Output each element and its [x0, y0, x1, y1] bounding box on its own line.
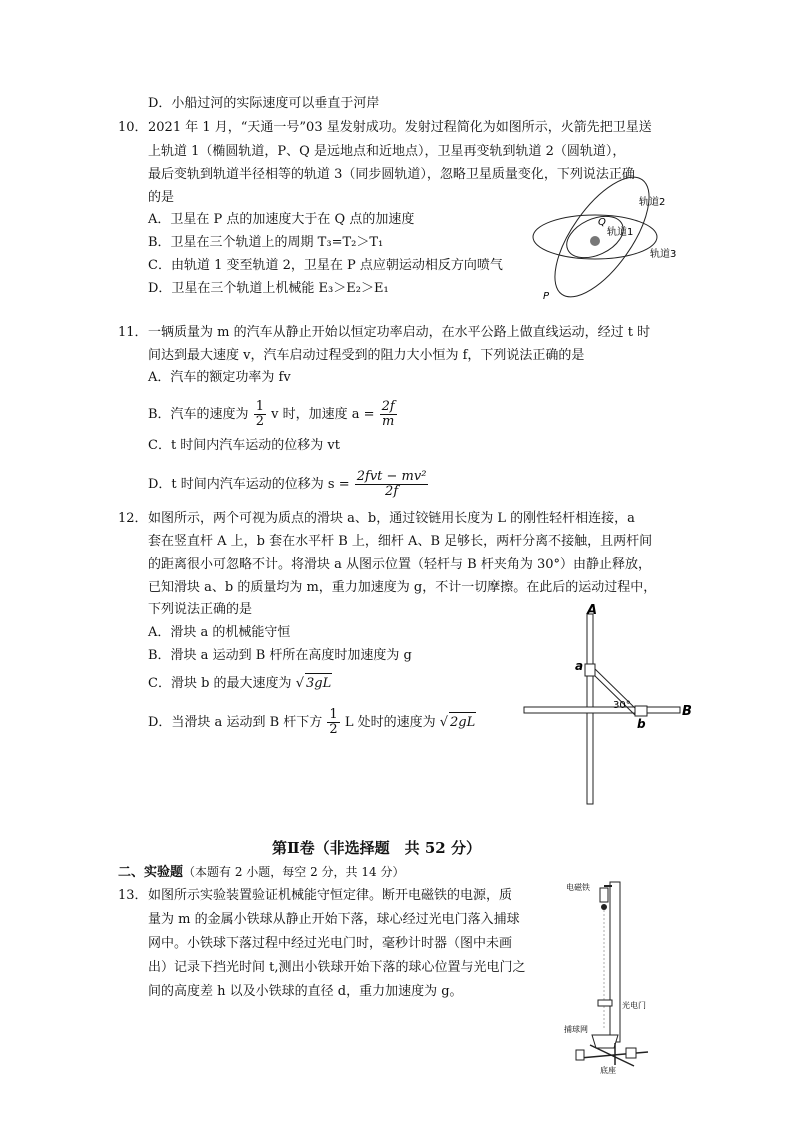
point-p-label: P: [543, 291, 550, 302]
q10-option-b: B．卫星在三个轨道上的周期 T₃=T₂＞T₁: [148, 235, 384, 250]
q10-option-a: A．卫星在 P 点的加速度大于在 Q 点的加速度: [148, 212, 415, 227]
fraction-2f-over-m: [380, 400, 397, 429]
rod-diagram: [520, 600, 700, 810]
apparatus-diagram: [560, 880, 670, 1075]
q13-line3: 网中。小铁球下落过程中经过光电门时，毫秒计时器（图中未画: [148, 936, 513, 951]
q11-stem-line2: 间达到最大速度 v，汽车启动过程受到的阻力大小恒为 f，下列说法正确的是: [148, 348, 585, 363]
part2-title: 二、实验题: [118, 865, 184, 880]
q11-option-b: [148, 400, 398, 429]
gate-label: 光电门: [622, 1001, 646, 1010]
fraction-denominator: 2f: [385, 484, 399, 499]
iron-ball-icon: [601, 904, 607, 910]
base-foot: [576, 1050, 584, 1060]
q12-d-prefix: D．当滑块 a 运动到 B 杆下方: [148, 715, 323, 730]
q12-d-middle: L 处时的速度为: [344, 715, 436, 730]
magnet-label: 电磁铁: [566, 883, 590, 892]
fraction-half: [254, 400, 266, 429]
q9-option-d: D．小船过河的实际速度可以垂直于河岸: [148, 96, 380, 111]
q10-number: 10．: [118, 120, 148, 135]
electromagnet-icon: [600, 888, 608, 902]
part2-info: （本题有 2 小题，每空 2 分，共 14 分）: [183, 865, 405, 879]
sqrt-radicand: 2gL: [449, 712, 476, 733]
q13-line4: 出）记录下挡光时间 t,测出小铁球开始下落的球心位置与光电门之: [148, 960, 526, 975]
q13-line1: 如图所示实验装置验证机械能守恒定律。断开电磁铁的电源，质: [148, 888, 513, 903]
rod-a-label: A: [587, 603, 598, 618]
q11-option-d: [148, 470, 429, 499]
base-label: 底座: [600, 1066, 616, 1075]
q12-option-d: D．当滑块 a 运动到 B 杆下方 $\frac{1}{2}$ L 处时的速度为 √ 2gL: [148, 707, 476, 737]
horizontal-rod-b: [524, 707, 680, 713]
point-q-label: Q: [598, 217, 606, 228]
fraction-half: [327, 708, 339, 737]
slider-b-label: b: [637, 717, 646, 731]
sqrt-radicand: 3gL: [305, 673, 332, 694]
q10-stem-line2: 上轨道 1（椭圆轨道，P、Q 是远地点和近地点），卫星再变轨到轨道 2（圆轨道），: [148, 144, 626, 159]
q10-stem-line4: 的是: [148, 190, 175, 205]
catch-net-icon: [592, 1035, 618, 1048]
q11-d-prefix: D．t 时间内汽车运动的位移为 s =: [148, 477, 350, 492]
net-label: 捕球网: [564, 1025, 588, 1034]
photogate-icon: [598, 1000, 612, 1006]
q10-option-d: D．卫星在三个轨道上机械能 E₃＞E₂＞E₁: [148, 281, 389, 296]
fraction-displacement: [355, 470, 429, 499]
q13-line5: 间的高度差 h 以及小铁球的直径 d，重力加速度为 g。: [148, 984, 463, 999]
q10-stem-line3: 最后变轨到轨道半径相等的轨道 3（同步圆轨道），忽略卫星质量变化，下列说法正确: [148, 167, 635, 182]
fraction-denominator: m: [382, 414, 395, 429]
fraction-denominator: 2: [255, 414, 264, 429]
q12-option-a: A．滑块 a 的机械能守恒: [148, 625, 291, 640]
q12-option-c: C．滑块 b 的最大速度为 √ 3gL: [148, 673, 332, 694]
q10-option-c: C．由轨道 1 变至轨道 2，卫星在 P 点应朝运动相反方向喷气: [148, 258, 503, 273]
q12-c-prefix: C．滑块 b 的最大速度为: [148, 676, 292, 691]
q12-stem-line2: 套在竖直杆 A 上，b 套在水平杆 B 上，细杆 A、B 足够长，两杆分离不接触，且两杆间: [148, 534, 653, 549]
q13-number: 13．: [118, 888, 148, 903]
q12-stem-line1: 如图所示，两个可视为质点的滑块 a、b，通过铰链用长度为 L 的刚性轻杆相连接，a: [148, 511, 635, 526]
q11-b-prefix: B．汽车的速度为: [148, 407, 249, 422]
fraction-numerator: 1: [329, 707, 338, 722]
fraction-numerator: 2f: [381, 399, 395, 414]
slider-b: [635, 706, 647, 716]
stand-pole: [610, 882, 620, 1042]
orbit2-label: 轨道2: [639, 197, 666, 208]
q11-option-c: C．t 时间内汽车运动的位移为 vt: [148, 438, 341, 453]
earth-icon: [590, 236, 600, 246]
q11-stem-line1: 一辆质量为 m 的汽车从静止开始以恒定功率启动，在水平公路上做直线运动，经过 t 时: [148, 325, 651, 340]
fraction-numerator: 2fvt − mv²: [356, 469, 427, 484]
slider-a: [585, 664, 595, 676]
q10-stem-line1: 2021 年 1 月，“天通一号”03 星发射成功。发射过程简化为如图所示，火箭先把卫星送: [148, 120, 652, 135]
part2-heading: [118, 862, 404, 883]
slider-a-label: a: [575, 659, 584, 673]
angle-label: 30°: [613, 700, 631, 711]
q11-number: 11．: [118, 325, 148, 340]
q11-b-middle: v 时，加速度 a =: [271, 407, 375, 422]
q12-stem-line5: 下列说法正确的是: [148, 602, 253, 617]
rod-b-label: B: [682, 704, 692, 719]
orbit-diagram: [525, 185, 695, 305]
q13-line2: 量为 m 的金属小铁球从静止开始下落，球心经过光电门落入捕球: [148, 912, 520, 927]
fraction-numerator: 1: [255, 399, 264, 414]
q12-option-b: B．滑块 a 运动到 B 杆所在高度时加速度为 g: [148, 648, 412, 663]
orbit2-ellipse: [537, 162, 666, 311]
fraction-denominator: 2: [329, 722, 338, 737]
orbit3-label: 轨道3: [650, 249, 677, 260]
q12-stem-line3: 的距离很小可忽略不计。将滑块 a 从图示位置（轻杆与 B 杆夹角为 30°）由静止释放，: [148, 557, 652, 572]
q12-number: 12．: [118, 511, 148, 526]
q12-stem-line4: 已知滑块 a、b 的质量均为 m，重力加速度为 g，不计一切摩擦。在此后的运动过程中，: [148, 580, 657, 595]
q11-option-a: A．汽车的额定功率为 fv: [148, 370, 291, 385]
base-foot: [626, 1048, 636, 1058]
section-title: 第Ⅱ卷（非选择题 共 52 分）: [272, 839, 481, 857]
orbit1-label: 轨道1: [607, 227, 634, 238]
